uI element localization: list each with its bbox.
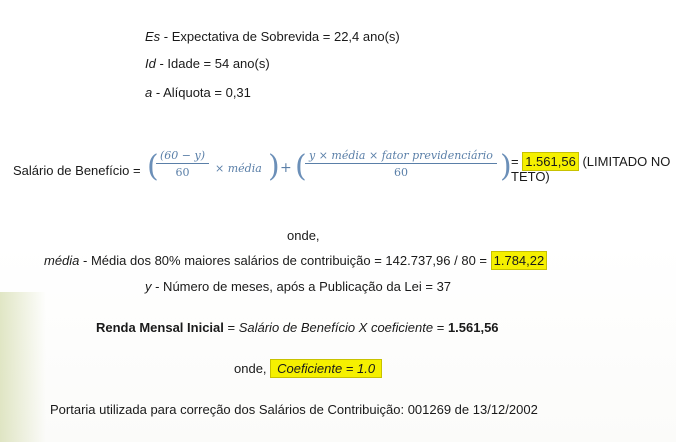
y-text: - Número de meses, após a Publicação da Lei = 37: [151, 279, 452, 294]
portaria-text: Portaria utilizada para correção dos Salários de Contribuição: 001269 de 13/12/2002: [50, 402, 538, 417]
onde-2-label: onde,: [234, 361, 271, 376]
renda-value: 1.561,56: [447, 320, 499, 335]
fraction-2: [305, 148, 497, 179]
definition-a-text: - Alíquota = 0,31: [152, 85, 251, 100]
result-note-1: (LIMITADO NO: [582, 154, 671, 169]
renda-eq: =: [223, 320, 239, 335]
symbol-media: média: [44, 253, 80, 268]
formula-result: [511, 154, 670, 184]
media-text: - Média dos 80% maiores salários de contribuição = 142.737,96 / 80 =: [79, 253, 491, 268]
definition-a: [145, 85, 251, 101]
fraction-1-denominator: 60: [175, 166, 190, 179]
formula-equals: =: [511, 154, 519, 169]
coeficiente-line: [234, 361, 382, 377]
background-shade: [0, 292, 46, 442]
definition-es: [145, 29, 400, 45]
result-note-2: TETO): [511, 169, 550, 184]
renda-eq2: =: [433, 320, 448, 335]
beneficio-formula: [0, 148, 676, 192]
paren-open-1: (: [147, 149, 159, 184]
result-highlight: 1.561,56: [522, 152, 579, 171]
media-value-highlight: 1.784,22: [491, 251, 548, 270]
renda-expression: Salário de Benefício X coeficiente: [238, 320, 434, 335]
paren-close-1: ): [268, 149, 280, 184]
definition-id-text: - Idade = 54 ano(s): [155, 56, 270, 71]
definition-es-text: - Expectativa de Sobrevida = 22,4 ano(s): [160, 29, 400, 44]
paren-open-2: (: [295, 149, 307, 184]
y-definition: [145, 279, 451, 295]
onde-label: onde,: [287, 228, 320, 243]
fraction-1-multiplier: × média: [215, 162, 262, 175]
symbol-es: Es: [145, 29, 161, 44]
formula-label: Salário de Benefício =: [13, 163, 141, 178]
fraction-2-denominator: 60: [393, 166, 408, 179]
paren-close-2: ): [500, 149, 512, 184]
fraction-1-numerator: (60 − y): [156, 148, 209, 164]
renda-label: Renda Mensal Inicial: [96, 320, 224, 335]
symbol-y: y: [145, 279, 152, 294]
definition-id: [145, 56, 270, 72]
coeficiente-highlight: Coeficiente = 1.0: [270, 359, 382, 378]
plus-sign: +: [280, 160, 292, 176]
symbol-id: Id: [145, 56, 156, 71]
fraction-2-numerator: y × média × fator previdenciário: [305, 148, 497, 164]
media-definition: [44, 253, 547, 269]
symbol-a: a: [145, 85, 153, 100]
fraction-1: [156, 148, 209, 179]
renda-mensal-line: [96, 320, 499, 336]
